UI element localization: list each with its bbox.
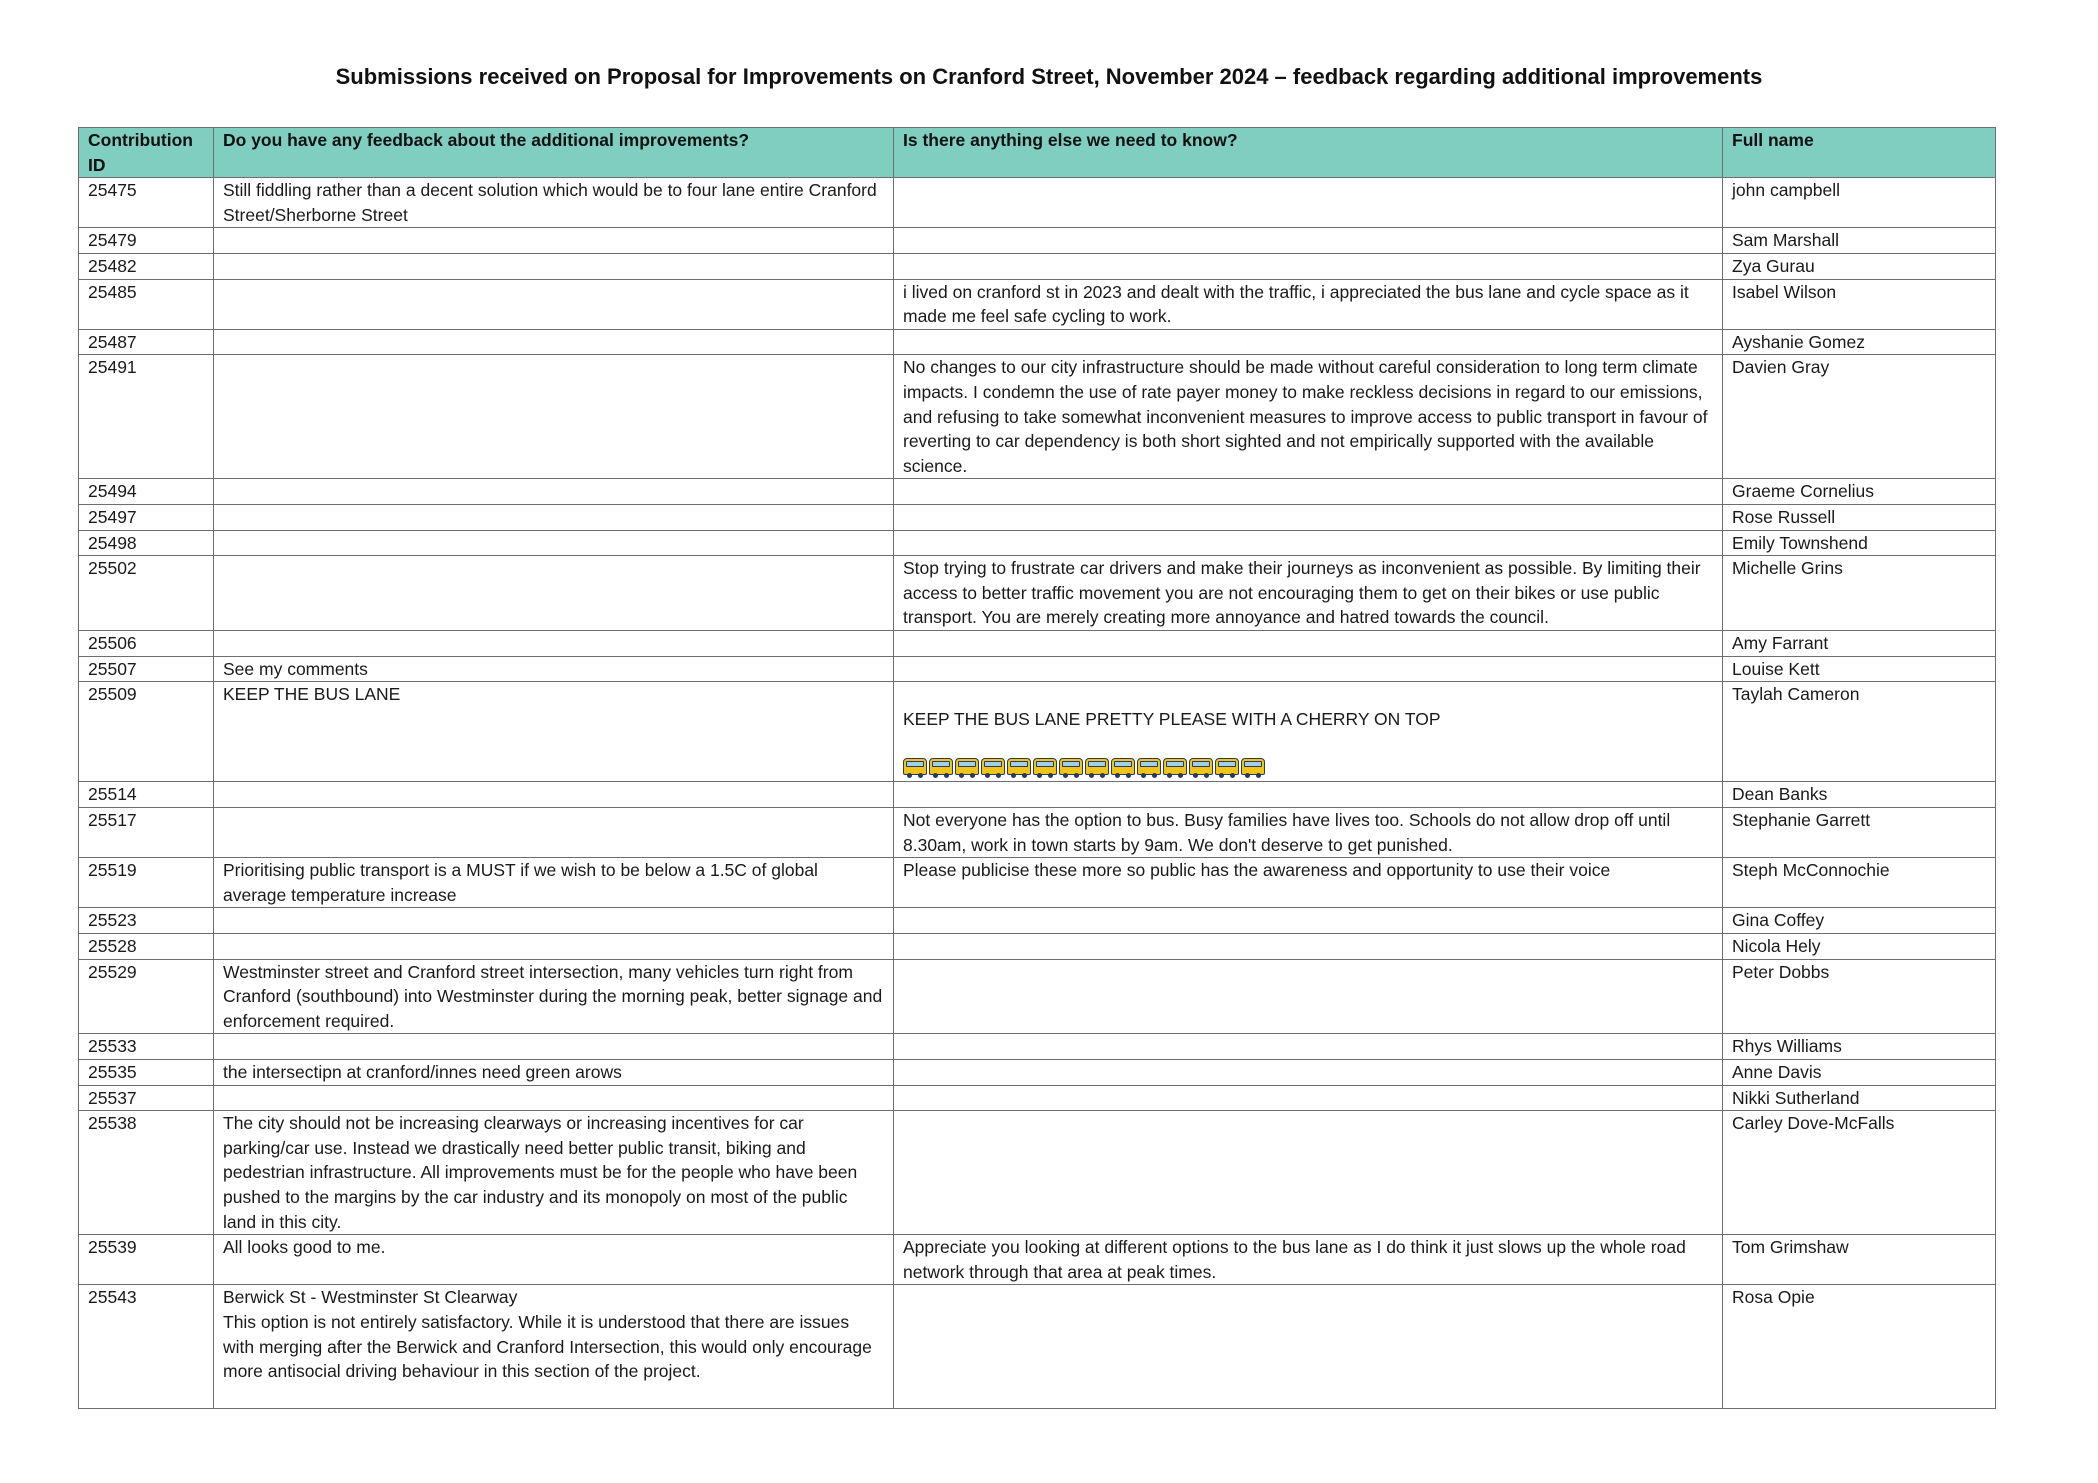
cell-anything-else — [894, 1060, 1723, 1086]
cell-anything-else — [894, 782, 1723, 808]
cell-feedback — [214, 808, 894, 858]
table-row — [79, 329, 1996, 355]
bus-emoji-icon — [1241, 758, 1265, 775]
cell-full-name: Carley Dove-McFalls — [1723, 1111, 1996, 1235]
cell-full-name: Davien Gray — [1723, 355, 1996, 479]
header-full-name: Full name — [1723, 128, 1996, 178]
cell-contribution-id: 25538 — [79, 1111, 214, 1235]
cell-anything-else — [894, 329, 1723, 355]
cell-feedback: All looks good to me. — [214, 1235, 894, 1285]
table-row — [79, 228, 1996, 254]
table-row — [79, 1235, 1996, 1285]
table-row — [79, 479, 1996, 505]
table-row — [79, 959, 1996, 1034]
cell-contribution-id: 25523 — [79, 908, 214, 934]
cell-full-name: Stephanie Garrett — [1723, 808, 1996, 858]
cell-contribution-id: 25533 — [79, 1034, 214, 1060]
table-row — [79, 1111, 1996, 1235]
cell-full-name: Ayshanie Gomez — [1723, 329, 1996, 355]
table-row — [79, 908, 1996, 934]
bus-emoji-icon — [1059, 758, 1083, 775]
cell-full-name: Gina Coffey — [1723, 908, 1996, 934]
cell-anything-else — [894, 228, 1723, 254]
cell-contribution-id: 25528 — [79, 934, 214, 960]
cell-feedback — [214, 530, 894, 556]
cell-feedback: the intersectipn at cranford/innes need green arows — [214, 1060, 894, 1086]
table-row — [79, 782, 1996, 808]
cell-contribution-id: 25507 — [79, 656, 214, 682]
cell-anything-else — [894, 656, 1723, 682]
table-row — [79, 253, 1996, 279]
cell-anything-else — [894, 253, 1723, 279]
cell-contribution-id: 25509 — [79, 682, 214, 782]
cell-full-name: Anne Davis — [1723, 1060, 1996, 1086]
bus-emoji-icon — [1137, 758, 1161, 775]
cell-full-name: Sam Marshall — [1723, 228, 1996, 254]
cell-feedback — [214, 329, 894, 355]
bus-emoji-icon — [1189, 758, 1213, 775]
bus-emoji-icon — [1111, 758, 1135, 775]
cell-anything-else — [894, 1111, 1723, 1235]
bus-emoji-icon — [955, 758, 979, 775]
bus-emoji-icon — [1007, 758, 1031, 775]
cell-anything-else — [894, 530, 1723, 556]
cell-contribution-id: 25485 — [79, 279, 214, 329]
table-row — [79, 355, 1996, 479]
cell-feedback — [214, 228, 894, 254]
cell-full-name: Emily Townshend — [1723, 530, 1996, 556]
table-row — [79, 934, 1996, 960]
cell-contribution-id: 25537 — [79, 1085, 214, 1111]
cell-full-name: Dean Banks — [1723, 782, 1996, 808]
cell-feedback — [214, 355, 894, 479]
table-row — [79, 656, 1996, 682]
cell-anything-else — [894, 1085, 1723, 1111]
cell-anything-else — [894, 178, 1723, 228]
cell-anything-else — [894, 630, 1723, 656]
cell-full-name: Graeme Cornelius — [1723, 479, 1996, 505]
header-contribution-id: Contribution ID — [79, 128, 214, 178]
table-row — [79, 279, 1996, 329]
table-row — [79, 630, 1996, 656]
cell-feedback — [214, 782, 894, 808]
document-title: Submissions received on Proposal for Improvements on Cranford Street, November 2024 – feedback regarding additional improvements — [335, 64, 1763, 89]
cell-feedback — [214, 1085, 894, 1111]
cell-feedback: Westminster street and Cranford street intersection, many vehicles turn right from Cranford (southbound) into Westminster during the morning peak, better signage and enforcement required. — [214, 959, 894, 1034]
cell-anything-else — [894, 908, 1723, 934]
cell-anything-else — [894, 682, 1723, 782]
cell-full-name: Peter Dobbs — [1723, 959, 1996, 1034]
cell-full-name: Rose Russell — [1723, 504, 1996, 530]
cell-full-name: Rhys Williams — [1723, 1034, 1996, 1060]
cell-anything-else: i lived on cranford st in 2023 and dealt with the traffic, i appreciated the bus lane and cycle space as it made me feel safe cycling to work. — [894, 279, 1723, 329]
cell-feedback: Prioritising public transport is a MUST if we wish to be below a 1.5C of global average temperature increase — [214, 858, 894, 908]
cell-feedback — [214, 279, 894, 329]
cell-full-name: Rosa Opie — [1723, 1285, 1996, 1409]
bus-emoji-icon — [929, 758, 953, 775]
cell-anything-else: Stop trying to frustrate car drivers and make their journeys as inconvenient as possible. By limiting their access to better traffic movement you are not encouraging them to get on their bikes or use public transport. You are merely creating more annoyance and hatred towards the council. — [894, 556, 1723, 631]
cell-full-name: Isabel Wilson — [1723, 279, 1996, 329]
cell-anything-else — [894, 504, 1723, 530]
cell-feedback — [214, 556, 894, 631]
cell-anything-else — [894, 934, 1723, 960]
bus-emoji-icon — [1033, 758, 1057, 775]
table-row — [79, 1285, 1996, 1409]
cell-full-name: Taylah Cameron — [1723, 682, 1996, 782]
bus-emoji-icon — [981, 758, 1005, 775]
table-header-row — [79, 128, 1996, 178]
cell-feedback: The city should not be increasing clearways or increasing incentives for car parking/car use. Instead we drastically need better public transit, biking and pedestrian infrastructure. All improvements must be for the people who have been pushed to the margins by the car industry and its monopoly on most of the public land in this city. — [214, 1111, 894, 1235]
table-row — [79, 1085, 1996, 1111]
table-row — [79, 858, 1996, 908]
cell-full-name: Zya Gurau — [1723, 253, 1996, 279]
cell-feedback — [214, 908, 894, 934]
table-row — [79, 1060, 1996, 1086]
cell-feedback: KEEP THE BUS LANE — [214, 682, 894, 782]
bus-emoji-icon — [1215, 758, 1239, 775]
cell-contribution-id: 25517 — [79, 808, 214, 858]
cell-anything-else — [894, 959, 1723, 1034]
cell-full-name: john campbell — [1723, 178, 1996, 228]
cell-feedback: Still fiddling rather than a decent solution which would be to four lane entire Cranford Street/Sherborne Street — [214, 178, 894, 228]
cell-full-name: Michelle Grins — [1723, 556, 1996, 631]
cell-contribution-id: 25479 — [79, 228, 214, 254]
cell-full-name: Nicola Hely — [1723, 934, 1996, 960]
cell-contribution-id: 25482 — [79, 253, 214, 279]
cell-full-name: Nikki Sutherland — [1723, 1085, 1996, 1111]
cell-anything-else-text: KEEP THE BUS LANE PRETTY PLEASE WITH A CHERRY ON TOP — [903, 708, 1441, 729]
cell-feedback — [214, 934, 894, 960]
header-anything-else: Is there anything else we need to know? — [894, 128, 1723, 178]
cell-anything-else — [894, 1034, 1723, 1060]
cell-contribution-id: 25514 — [79, 782, 214, 808]
cell-anything-else: Not everyone has the option to bus. Busy families have lives too. Schools do not allow drop off until 8.30am, work in town starts by 9am. We don't deserve to get punished. — [894, 808, 1723, 858]
table-row — [79, 1034, 1996, 1060]
bus-emoji-icon — [1085, 758, 1109, 775]
table-row — [79, 808, 1996, 858]
cell-contribution-id: 25487 — [79, 329, 214, 355]
cell-feedback — [214, 253, 894, 279]
submissions-table-wrapper — [78, 127, 1995, 1409]
cell-contribution-id: 25535 — [79, 1060, 214, 1086]
cell-anything-else: Appreciate you looking at different options to the bus lane as I do think it just slows up the whole road network through that area at peak times. — [894, 1235, 1723, 1285]
cell-contribution-id: 25506 — [79, 630, 214, 656]
cell-contribution-id: 25543 — [79, 1285, 214, 1409]
cell-anything-else: No changes to our city infrastructure should be made without careful consideration to long term climate impacts. I condemn the use of rate payer money to make reckless decisions in regard to our emissions, and refusing to take somewhat inconvenient measures to improve access to public transport in favour of reverting to car dependency is both short sighted and not empirically supported with the available science. — [894, 355, 1723, 479]
cell-contribution-id: 25497 — [79, 504, 214, 530]
bus-emoji-icon — [903, 758, 927, 775]
header-feedback: Do you have any feedback about the additional improvements? — [214, 128, 894, 178]
cell-full-name: Louise Kett — [1723, 656, 1996, 682]
cell-contribution-id: 25494 — [79, 479, 214, 505]
cell-contribution-id: 25539 — [79, 1235, 214, 1285]
cell-feedback — [214, 630, 894, 656]
bus-emoji-row — [903, 758, 1265, 775]
table-row — [79, 178, 1996, 228]
cell-full-name: Amy Farrant — [1723, 630, 1996, 656]
bus-emoji-icon — [1163, 758, 1187, 775]
cell-anything-else: Please publicise these more so public has the awareness and opportunity to use their voice — [894, 858, 1723, 908]
cell-feedback — [214, 504, 894, 530]
cell-feedback — [214, 1034, 894, 1060]
cell-anything-else — [894, 1285, 1723, 1409]
table-row — [79, 682, 1996, 782]
cell-full-name: Steph McConnochie — [1723, 858, 1996, 908]
cell-contribution-id: 25519 — [79, 858, 214, 908]
cell-feedback — [214, 479, 894, 505]
cell-contribution-id: 25498 — [79, 530, 214, 556]
submissions-table — [78, 127, 1996, 1409]
table-row — [79, 504, 1996, 530]
table-row — [79, 530, 1996, 556]
cell-anything-else — [894, 479, 1723, 505]
cell-feedback: See my comments — [214, 656, 894, 682]
cell-contribution-id: 25529 — [79, 959, 214, 1034]
cell-full-name: Tom Grimshaw — [1723, 1235, 1996, 1285]
cell-contribution-id: 25475 — [79, 178, 214, 228]
cell-feedback: Berwick St - Westminster St Clearway This option is not entirely satisfactory. While it is understood that there are issues with merging after the Berwick and Cranford Intersection, this would only encourage more antisocial driving behaviour in this section of the project. — [214, 1285, 894, 1409]
cell-contribution-id: 25491 — [79, 355, 214, 479]
cell-contribution-id: 25502 — [79, 556, 214, 631]
table-row — [79, 556, 1996, 631]
